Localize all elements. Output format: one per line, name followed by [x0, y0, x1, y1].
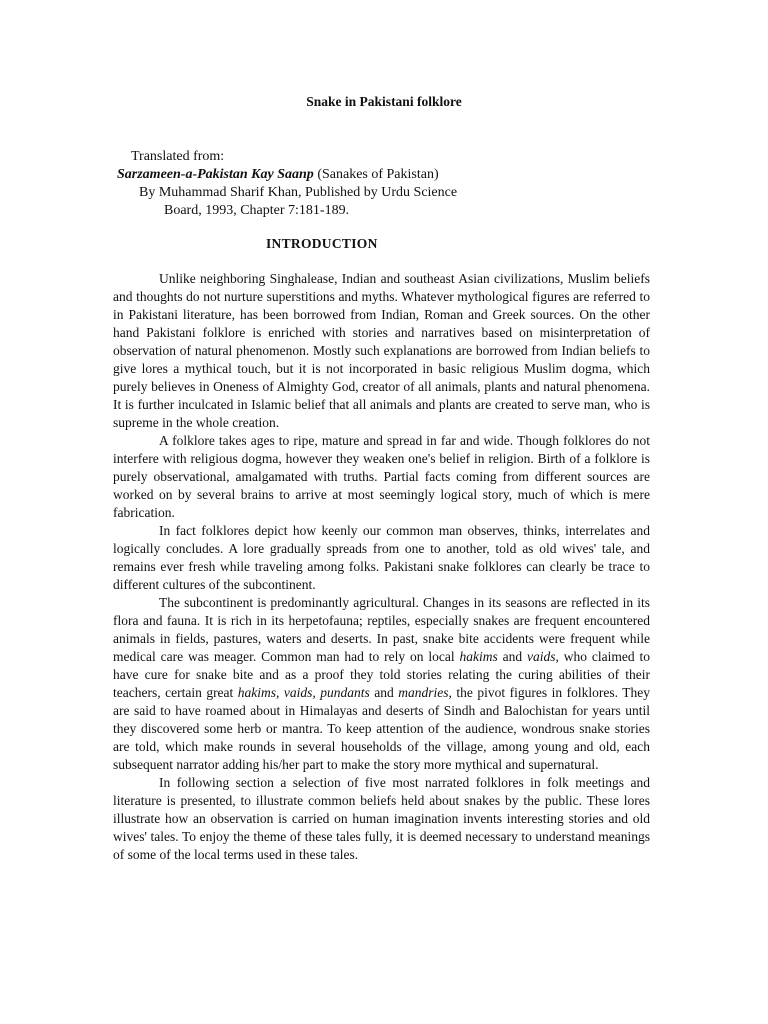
- term-hakims: hakims: [459, 649, 498, 664]
- paragraph-4: [113, 594, 650, 774]
- paragraph-3: In fact folklores depict how keenly our common man observes, thinks, interrelates and logically concludes. A lore gradually spreads from one to another, told as old wives' tale, and remains ever fresh while traveling among folks. Pakistani snake folklores can clearly be trace to different cultures of the subcontinent.: [113, 523, 650, 592]
- section-heading: INTRODUCTION: [266, 236, 378, 251]
- p4-and-1: and: [497, 649, 527, 664]
- p4-segment-2: , who claimed to have cure for snake bite and as a proof they told stories relating the curing abilities of their teachers, certain great: [113, 649, 651, 700]
- document-title: Snake in Pakistani folklore: [306, 94, 462, 109]
- author-line: By Muhammad Sharif Khan, Published by Urdu Science: [139, 185, 458, 200]
- source-subtitle: (Sanakes of Pakistan): [313, 167, 439, 182]
- paragraph-5: In following section a selection of five most narrated folklores in folk meetings and literature is presented, to illustrate common beliefs held about snakes by the public. These lores illustrate how an observation is carried on human imagination invents interesting stories and old wives' tales. To enjoy the theme of these tales fully, it is deemed necessary to understand meanings of some of the local terms used in these tales.: [113, 775, 650, 862]
- p4-and-2: and: [369, 685, 399, 700]
- source-line: [117, 166, 439, 184]
- paragraph-1: Unlike neighboring Singhalease, Indian and southeast Asian civilizations, Muslim beliefs and thoughts do not nurture superstitions and myths. Whatever mythological figures are referred to in Pakistani literature, has been borrowed from Indian, Roman and Greek sources. On the other hand Pakistani folklore is enriched with stories and narratives based on misinterpretation of observation of natural phenomenon. Mostly such explanations are borrowed from Indian beliefs to give lores a mythical touch, but it is not incorporated in basic religious Muslim dogma, which purely believes in Oneness of Almighty God, creator of all animals, plants and natural phenomena. It is further inculcated in Islamic belief that all animals and plants are created to serve man, who is supreme in the whole creation.: [113, 271, 650, 430]
- p4-segment-1: The subcontinent is predominantly agricultural. Changes in its seasons are reflected in its flora and fauna. It is rich in its herpetofauna; reptiles, especially snakes are frequent encountered animals in fields, pastures, waters and deserts. In past, snake bite accidents were frequent while medical care was meager. Common man had to rely on local: [113, 595, 650, 664]
- publisher-line: Board, 1993, Chapter 7:181-189.: [164, 203, 350, 218]
- p4-segment-3: , the pivot figures in folklores. They are said to have roamed about in Himalayas and deserts of Sindh and Balochistan for years until they discovered some herb or mantra. To keep attention of the audience, wondrous snake stories are told, which make rounds in several households of the village, among young and old, each subsequent narrator adding his/her part to make the story more mythical and supernatural.: [113, 685, 651, 772]
- body-text: [113, 270, 650, 864]
- source-title: Sarzameen-a-Pakistan Kay Saanp: [117, 167, 314, 182]
- term-great-figures: hakims, vaids, pundants: [237, 685, 370, 700]
- term-vaids: vaids: [527, 649, 556, 664]
- term-mandries: mandries: [398, 685, 449, 700]
- paragraph-2: A folklore takes ages to ripe, mature and spread in far and wide. Though folklores do not interfere with religious dogma, however they weaken one's belief in religion. Birth of a folklore is purely observational, amalgamated with truths. Partial facts coming from different sources are worked on by several brains to arrive at most seemingly logical story, much of which is mere fabrication.: [113, 433, 650, 520]
- translated-from-label: Translated from:: [131, 149, 225, 164]
